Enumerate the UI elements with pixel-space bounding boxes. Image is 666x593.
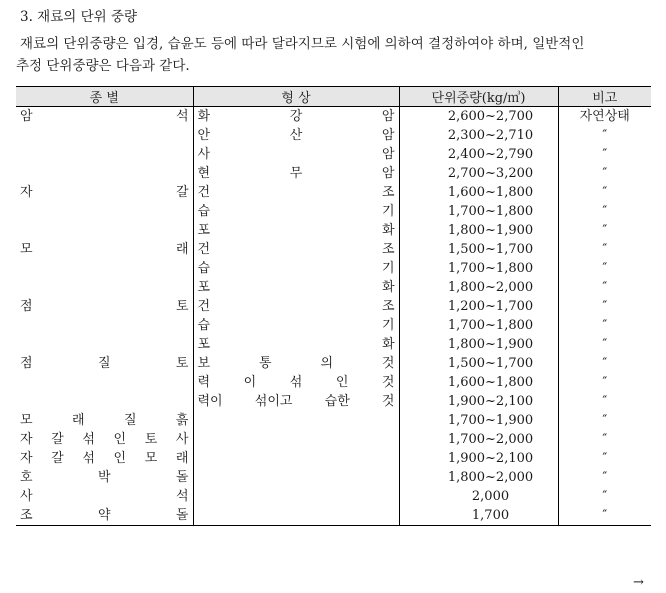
shape-cell: 사 암 [193, 145, 399, 164]
unit-weight-cell: 1,600~1,800 [399, 183, 558, 202]
shape-cell: 포 화 [193, 221, 399, 240]
category-cell [16, 202, 193, 221]
category-cell: 모 래 질 흙 [20, 413, 189, 428]
shape-cell [193, 468, 399, 487]
remarks-cell: ″ [558, 430, 651, 449]
category-cell [16, 392, 193, 411]
header-unit-weight: 단위중량(kg/㎥) [399, 87, 558, 107]
shape-cell: 습 기 [193, 202, 399, 221]
unit-weight-cell: 1,500~1,700 [399, 240, 558, 259]
shape-cell [193, 449, 399, 468]
remarks-cell: ″ [558, 240, 651, 259]
table-row [16, 411, 651, 430]
remarks-cell: ″ [558, 221, 651, 240]
unit-weight-cell: 1,900~2,100 [399, 449, 558, 468]
header-shape: 형 상 [193, 87, 399, 107]
unit-weight-cell: 1,700~1,800 [399, 202, 558, 221]
shape-cell: 포 화 [193, 335, 399, 354]
remarks-cell: ″ [558, 506, 651, 526]
remarks-cell: ″ [558, 392, 651, 411]
unit-weight-cell: 1,700~1,800 [399, 316, 558, 335]
unit-weight-cell: 2,000 [399, 487, 558, 506]
header-remarks: 비고 [558, 87, 651, 107]
table-row [16, 183, 651, 202]
remarks-cell: ″ [558, 468, 651, 487]
table-row [16, 107, 651, 127]
unit-weight-cell: 1,800~1,900 [399, 335, 558, 354]
unit-weight-cell: 1,600~1,800 [399, 373, 558, 392]
table-row [16, 392, 651, 411]
table-row [16, 335, 651, 354]
shape-cell: 습 기 [193, 259, 399, 278]
remarks-cell: ″ [558, 335, 651, 354]
unit-weight-cell: 2,600~2,700 [399, 107, 558, 127]
remarks-cell: ″ [558, 278, 651, 297]
unit-weight-cell: 1,900~2,100 [399, 392, 558, 411]
table-row [16, 278, 651, 297]
header-category: 종 별 [16, 87, 193, 107]
remarks-cell: ″ [558, 145, 651, 164]
table-row [16, 259, 651, 278]
shape-cell: 안 산 암 [193, 126, 399, 145]
shape-cell [193, 411, 399, 430]
remarks-cell: ″ [558, 164, 651, 183]
category-cell [16, 373, 193, 392]
unit-weight-cell: 1,800~1,900 [399, 221, 558, 240]
table-row [16, 240, 651, 259]
unit-weight-cell: 2,400~2,790 [399, 145, 558, 164]
shape-cell [193, 487, 399, 506]
table-row [16, 297, 651, 316]
table-row [16, 202, 651, 221]
table-row [16, 506, 651, 526]
shape-cell [193, 430, 399, 449]
shape-cell: 보 통 의 것 [193, 354, 399, 373]
remarks-cell: ″ [558, 202, 651, 221]
shape-cell: 력 이 섞 인 것 [193, 373, 399, 392]
intro-paragraph [16, 33, 656, 77]
unit-weight-cell: 2,300~2,710 [399, 126, 558, 145]
category-cell: 점 토 [20, 299, 189, 314]
table-row [16, 145, 651, 164]
shape-cell: 건 조 [193, 240, 399, 259]
table-header-row [16, 87, 651, 107]
unit-weight-cell: 1,500~1,700 [399, 354, 558, 373]
category-cell [16, 164, 193, 183]
remarks-cell: ″ [558, 259, 651, 278]
table-row [16, 430, 651, 449]
category-cell [16, 278, 193, 297]
unit-weight-cell: 1,700~1,900 [399, 411, 558, 430]
table-row [16, 468, 651, 487]
unit-weight-cell: 1,800~2,000 [399, 278, 558, 297]
unit-weight-table-container [16, 86, 651, 526]
table-row [16, 354, 651, 373]
unit-weight-cell: 1,800~2,000 [399, 468, 558, 487]
continue-arrow-icon: → [633, 575, 644, 590]
shape-cell: 력이 섞이고 습한 것 [193, 392, 399, 411]
section-heading: 3. 재료의 단위 중량 [20, 9, 138, 25]
intro-line-2: 추정 단위중량은 다음과 같다. [16, 58, 190, 74]
unit-weight-cell: 1,700~2,000 [399, 430, 558, 449]
shape-cell: 습 기 [193, 316, 399, 335]
category-cell: 암 석 [20, 109, 189, 124]
shape-cell: 포 화 [193, 278, 399, 297]
table-row [16, 449, 651, 468]
category-cell: 사 석 [20, 489, 189, 504]
remarks-cell: ″ [558, 411, 651, 430]
category-cell [16, 221, 193, 240]
remarks-cell: ″ [558, 316, 651, 335]
shape-cell: 화 강 암 [193, 107, 399, 127]
category-cell [16, 259, 193, 278]
remarks-cell: ″ [558, 373, 651, 392]
category-cell [16, 145, 193, 164]
category-cell: 자 갈 섞 인 모 래 [20, 451, 189, 466]
category-cell [16, 335, 193, 354]
category-cell [16, 316, 193, 335]
category-cell: 모 래 [20, 242, 189, 257]
unit-weight-cell: 1,700~1,800 [399, 259, 558, 278]
category-cell: 조 약 돌 [16, 506, 193, 526]
category-cell: 자 갈 [20, 185, 189, 200]
shape-cell [193, 506, 399, 526]
category-cell [16, 126, 193, 145]
table-row [16, 316, 651, 335]
table-body [16, 107, 651, 526]
unit-weight-cell: 1,700 [399, 506, 558, 526]
intro-line-1: 재료의 단위중량은 입경, 습윤도 등에 따라 달라지므로 시험에 의하여 결정하여야 하며, 일반적인 [20, 36, 585, 52]
remarks-cell: ″ [558, 183, 651, 202]
unit-weight-cell: 2,700~3,200 [399, 164, 558, 183]
table-row [16, 221, 651, 240]
category-cell: 호 박 돌 [20, 470, 189, 485]
category-cell: 자 갈 섞 인 토 사 [20, 432, 189, 447]
remarks-cell: ″ [558, 297, 651, 316]
table-row [16, 126, 651, 145]
category-cell: 점 질 토 [20, 356, 189, 371]
table-row [16, 373, 651, 392]
remarks-cell: 자연상태 [558, 107, 651, 127]
unit-weight-table [16, 86, 651, 526]
table-row [16, 164, 651, 183]
remarks-cell: ″ [558, 354, 651, 373]
shape-cell: 현 무 암 [193, 164, 399, 183]
remarks-cell: ″ [558, 126, 651, 145]
remarks-cell: ″ [558, 449, 651, 468]
remarks-cell: ″ [558, 487, 651, 506]
unit-weight-cell: 1,200~1,700 [399, 297, 558, 316]
table-row [16, 487, 651, 506]
shape-cell: 건 조 [193, 183, 399, 202]
shape-cell: 건 조 [193, 297, 399, 316]
